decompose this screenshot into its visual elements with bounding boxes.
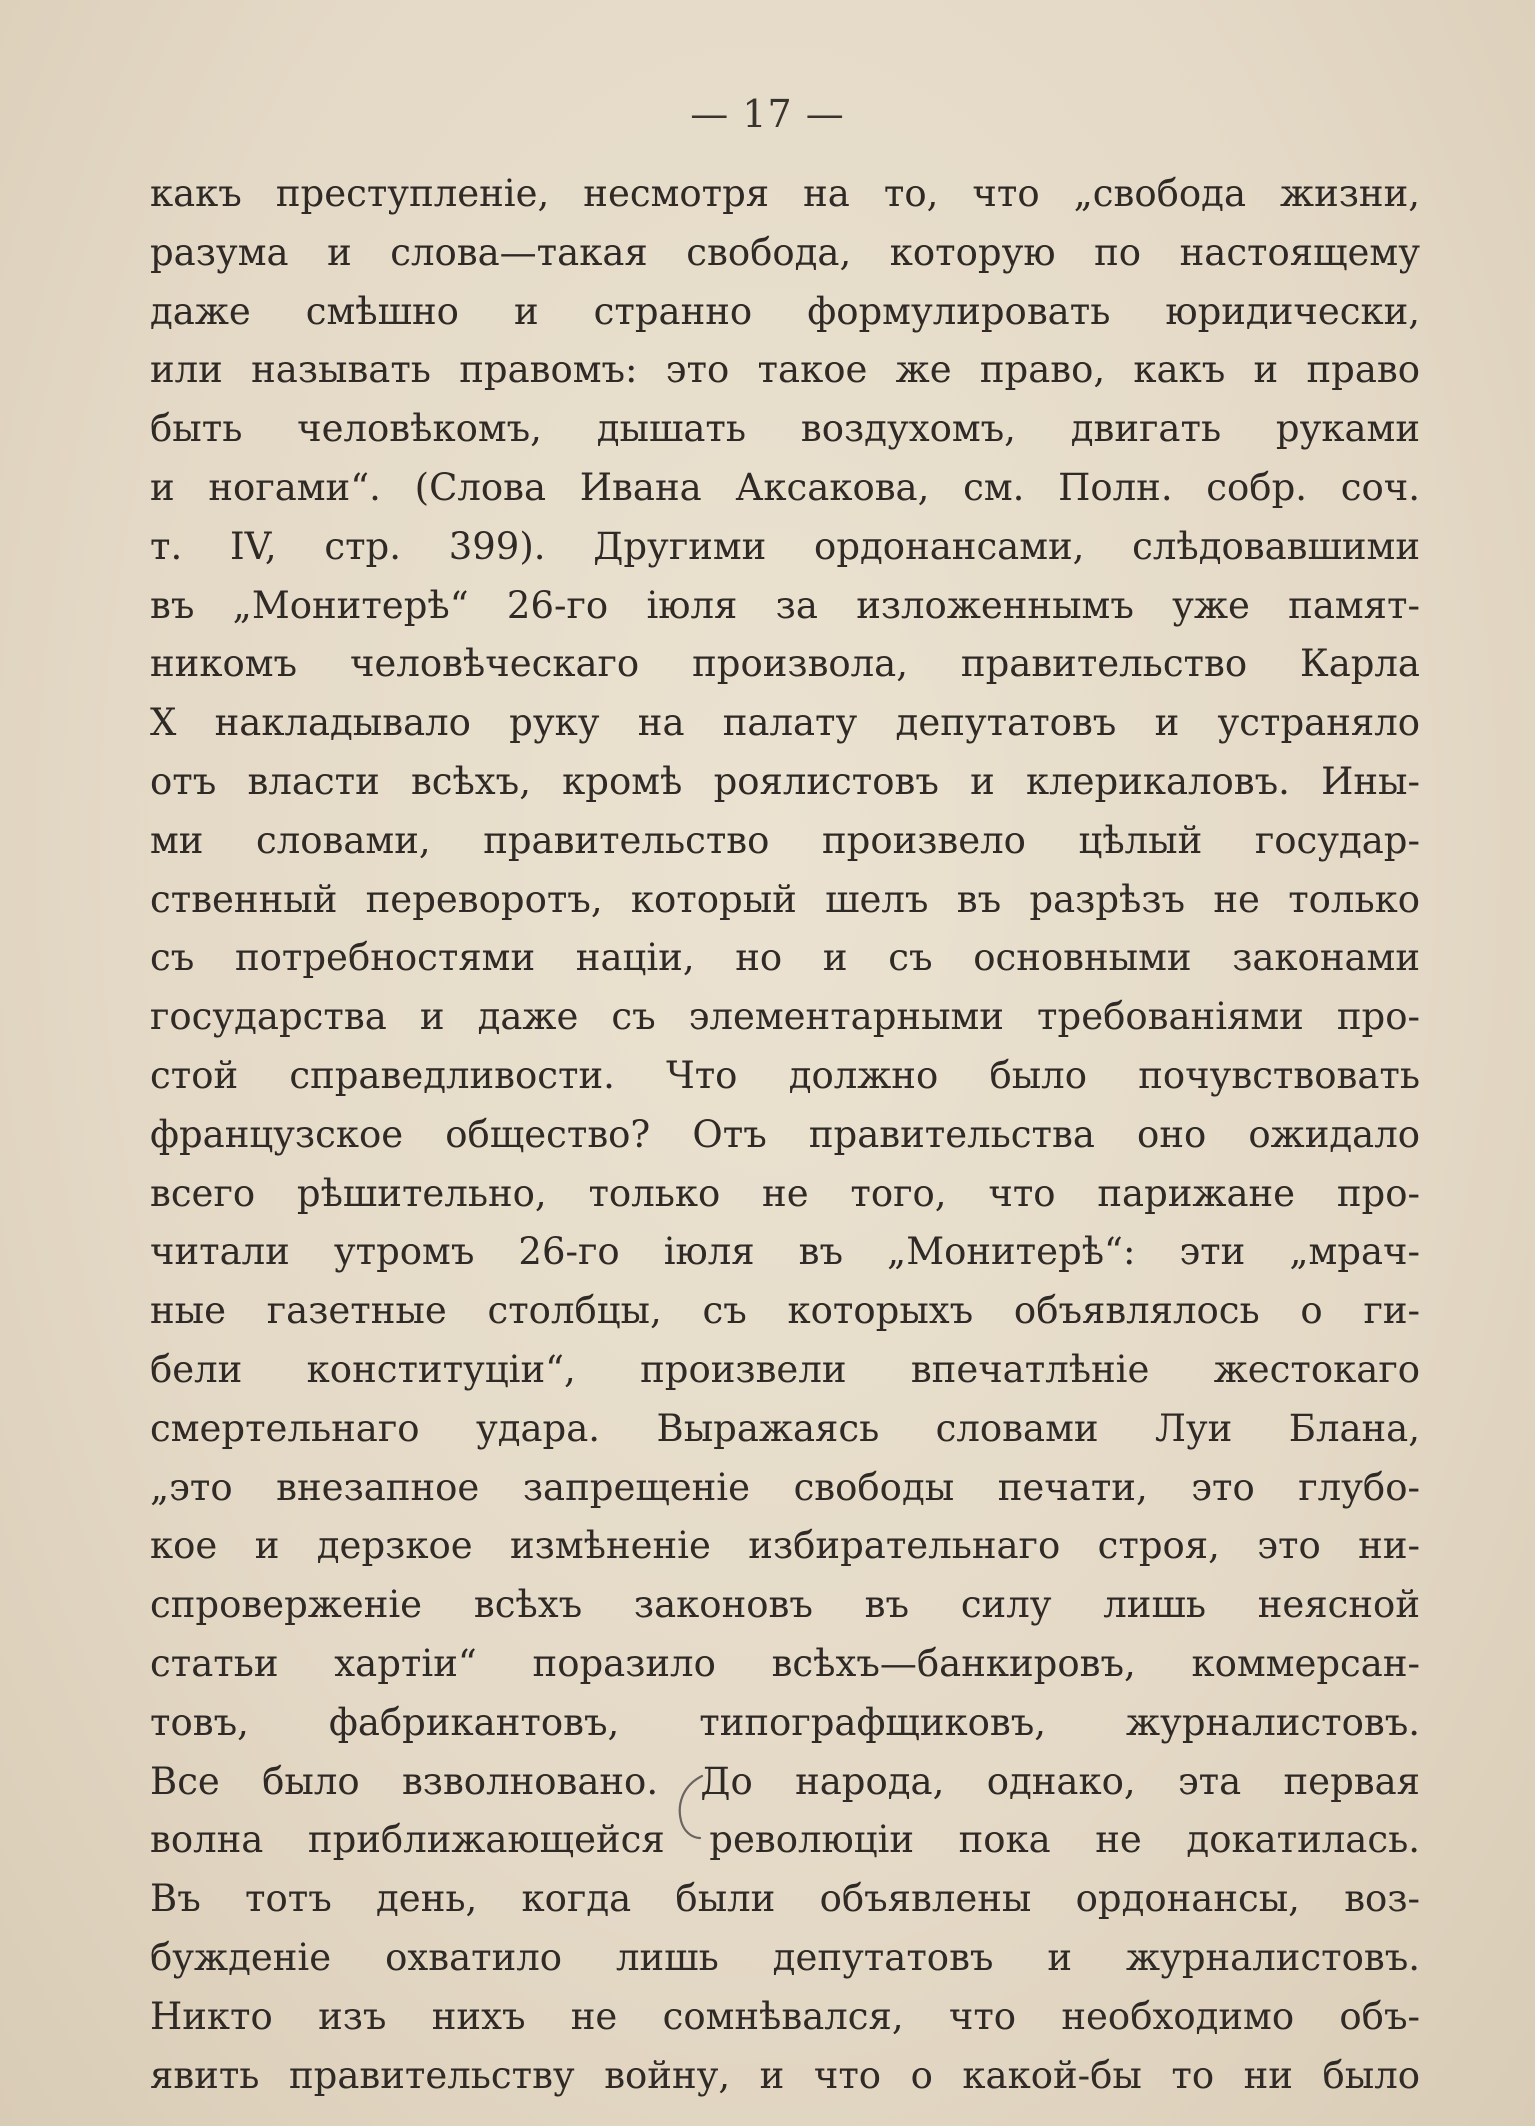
text-line: даже смѣшно и странно формулировать юридически, xyxy=(150,289,1420,333)
text-line: стой справедливости. Что должно было почувствовать xyxy=(150,1053,1420,1097)
text-line: кое и дерзкое измѣненіе избирательнаго строя, это ни- xyxy=(150,1524,1420,1568)
text-line: ми словами, правительство произвело цѣлый государ- xyxy=(150,818,1420,862)
text-line: читали утромъ 26-го іюля въ „Монитерѣ“: эти „мрач- xyxy=(150,1230,1420,1274)
text-line: Въ тотъ день, когда были объявлены ордонансы, воз- xyxy=(150,1877,1420,1921)
text-line: явить правительству войну, и что о какой-бы то ни было xyxy=(150,2053,1420,2097)
text-line: никомъ человѣческаго произвола, правительство Карла xyxy=(150,642,1420,686)
text-line: всего рѣшительно, только не того, что парижане про- xyxy=(150,1171,1420,1215)
text-line: бели конституціи“, произвели впечатлѣніе жестокаго xyxy=(150,1347,1420,1391)
text-line: быть человѣкомъ, дышать воздухомъ, двигать руками xyxy=(150,407,1420,451)
text-line: разума и слова—такая свобода, которую по настоящему xyxy=(150,230,1420,274)
text-line: или называть правомъ: это такое же право, какъ и право xyxy=(150,348,1420,392)
text-line: съ потребностями націи, но и съ основными законами xyxy=(150,936,1420,980)
text-line: французское общество? Отъ правительства оно ожидало xyxy=(150,1112,1420,1156)
text-line: товъ, фабрикантовъ, типографщиковъ, журналистовъ. xyxy=(150,1700,1420,1744)
body-text xyxy=(150,165,1420,2105)
text-line: государства и даже съ элементарными требованіями про- xyxy=(150,995,1420,1039)
text-line: спроверженіе всѣхъ законовъ въ силу лишь неясной xyxy=(150,1583,1420,1627)
page-number: — 17 — xyxy=(690,92,845,136)
text-line: въ „Монитерѣ“ 26-го іюля за изложеннымъ уже памят- xyxy=(150,583,1420,627)
text-line: бужденіе охватило лишь депутатовъ и журналистовъ. xyxy=(150,1935,1420,1979)
text-line: волна приближающейся революціи пока не докатилась. xyxy=(150,1818,1420,1862)
text-line: ные газетные столбцы, съ которыхъ объявлялось о ги- xyxy=(150,1289,1420,1333)
pencil-bracket-mark xyxy=(672,1772,712,1842)
text-line: и ногами“. (Слова Ивана Аксакова, см. Полн. собр. соч. xyxy=(150,465,1420,509)
text-line: Все было взволновано. До народа, однако, эта первая xyxy=(150,1759,1420,1803)
text-line: статьи хартіи“ поразило всѣхъ—банкировъ, коммерсан- xyxy=(150,1641,1420,1685)
text-line: X накладывало руку на палату депутатовъ и устраняло xyxy=(150,701,1420,745)
text-line: ственный переворотъ, который шелъ въ разрѣзъ не только xyxy=(150,877,1420,921)
text-line: отъ власти всѣхъ, кромѣ роялистовъ и клерикаловъ. Ины- xyxy=(150,759,1420,803)
text-line: „это внезапное запрещеніе свободы печати, это глубо- xyxy=(150,1465,1420,1509)
text-line: какъ преступленіе, несмотря на то, что „свобода жизни, xyxy=(150,172,1420,215)
text-line: смертельнаго удара. Выражаясь словами Луи Блана, xyxy=(150,1406,1420,1450)
text-line: т. IV, стр. 399). Другими ордонансами, слѣдовавшими xyxy=(150,524,1420,568)
text-line: Никто изъ нихъ не сомнѣвался, что необходимо объ- xyxy=(150,1994,1420,2038)
